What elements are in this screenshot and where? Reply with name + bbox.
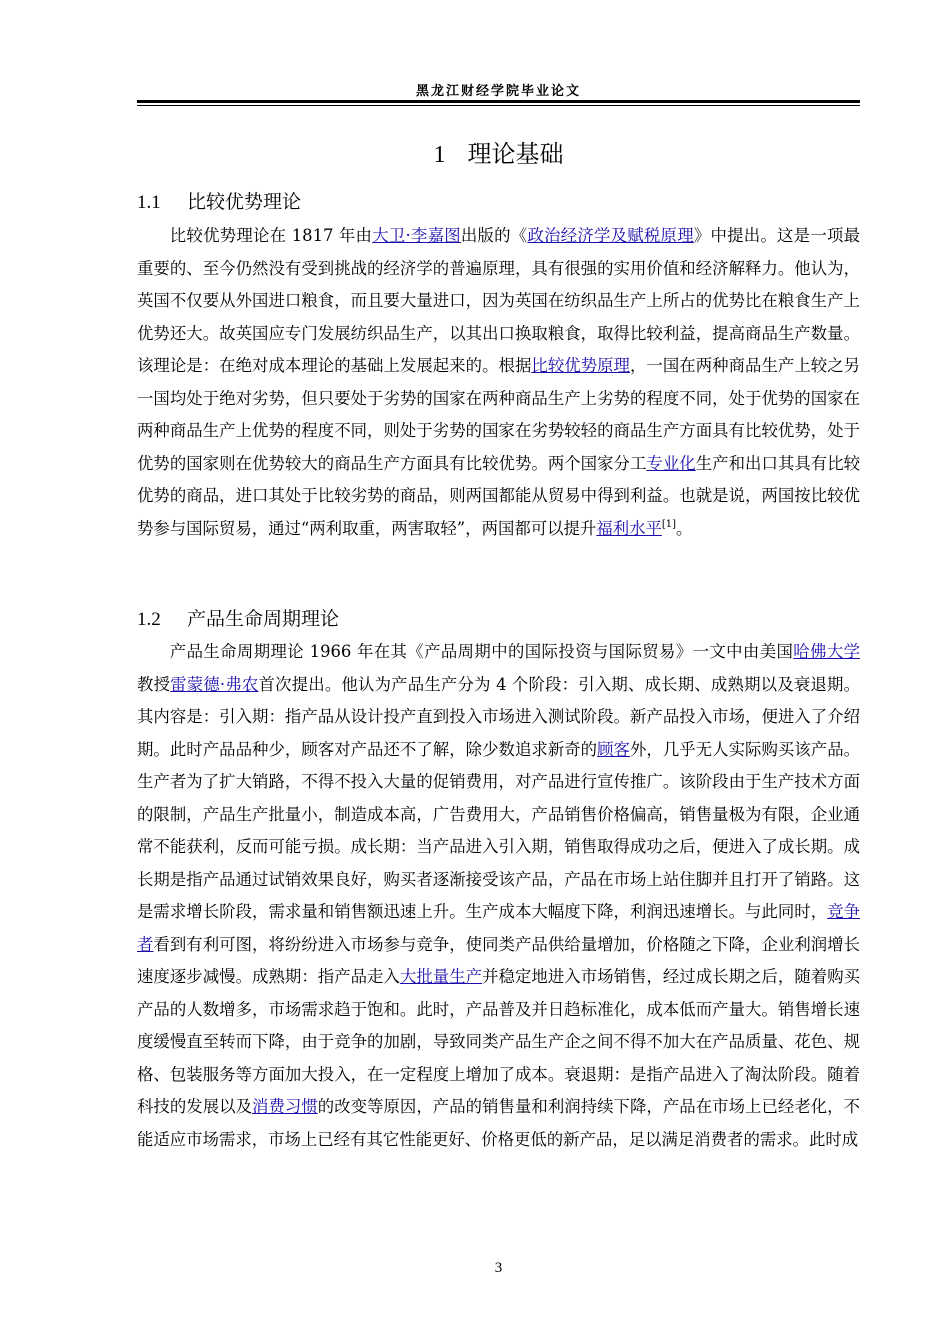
text-run: 比较优势理论在 1817 年由 <box>169 226 373 245</box>
text-run: 。 <box>676 518 693 538</box>
chapter-title <box>137 134 860 169</box>
text-run: ，一国在两种商品生产上较之另一国均处于绝对劣势，但只要处于劣势的国家在两种商品生产上劣势的程度不同，处于优势的国家在两种商品生产上优势的程度不同，则处于劣势的国家在劣势较轻的商品生产方面具有比较优势，处于优势的国家则在优势较大的商品生产方面具有比较优势。两个国家分工 <box>137 356 861 473</box>
text-run: 的改变等原因，产品的销售量和利润持续下降，产品在市场上已经老化，不能适应市场需求，市场上已经有其它性能更好、价格更低的新产品，足以满足消费者的需求。此时成 <box>137 1097 861 1149</box>
link-mass-production[interactable]: 大批量生产 <box>399 967 483 986</box>
text-run: 首次提出。他认为产品生产分为 4 个阶段：引入期、成长期、成熟期以及衰退期。其内容是：引入期：指产品从设计投产直到投入市场进入测试阶段。新产品投入市场，便进入了介绍期。此时产品品种少，顾客对产品还不了解，除少数追求新奇的 <box>137 674 860 759</box>
link-comparative-advantage-principle[interactable]: 比较优势原理 <box>531 356 630 375</box>
chapter-number: 1 <box>433 142 446 168</box>
text-run: 看到有利可图，将纷纷进入市场参与竞争，使同类产品供给量增加，价格随之下降，企业利润增长速度逐步减慢。成熟期：指产品走入 <box>137 934 861 986</box>
link-competitor[interactable]: 竞争者 <box>137 902 861 954</box>
citation-marker[interactable]: [1] <box>661 518 677 530</box>
header-rule-thick <box>137 100 860 103</box>
paragraph-product-life-cycle <box>137 636 860 1156</box>
link-raymond-vernon[interactable]: 雷蒙德·弗农 <box>170 674 259 694</box>
link-principles-political-economy[interactable]: 政治经济学及赋税原理 <box>527 226 694 245</box>
chapter-title-text: 理论基础 <box>467 140 564 168</box>
link-consumption-habits[interactable]: 消费习惯 <box>252 1097 318 1116</box>
section-title-text: 产品生命周期理论 <box>187 608 340 630</box>
page-number: 3 <box>494 1260 503 1276</box>
section-heading-1-2 <box>137 604 860 631</box>
section-number: 1.2 <box>137 609 161 630</box>
text-run: 生产和出口其具有比较优势的商品，进口其处于比较劣势的商品，则两国都能从贸易中得到利益。也就是说，两国按比较优势参与国际贸易，通过“两利取重，两害取轻”，两国都可以提升 <box>137 453 861 538</box>
paragraph-comparative-advantage <box>137 220 860 545</box>
running-header: 黑龙江财经学院毕业论文 <box>415 84 581 99</box>
link-david-ricardo[interactable]: 大卫·李嘉图 <box>372 226 461 245</box>
text-run: 并稳定地进入市场销售，经过成长期之后，随着购买产品的人数增多，市场需求趋于饱和。此时，产品普及并日趋标准化，成本低而产量大。销售增长速度缓慢直至转而下降，由于竞争的加剧，导致同类产品生产企之间不得不加大在产品质量、花色、规格、包装服务等方面加大投入，在一定程度上增加了成本。衰退期：是指产品进入了淘汰阶段。随着科技的发展以及 <box>137 967 861 1116</box>
link-welfare-level[interactable]: 福利水平 <box>596 518 662 538</box>
link-specialization[interactable]: 专业化 <box>646 453 696 473</box>
text-run: 出版的《 <box>460 226 528 245</box>
section-number: 1.1 <box>137 192 161 213</box>
header-rule-thin <box>137 105 860 106</box>
link-harvard-university[interactable]: 哈佛大学 <box>793 642 860 661</box>
text-run: 教授 <box>137 674 171 694</box>
section-title-text: 比较优势理论 <box>187 191 302 213</box>
link-customer[interactable]: 顾客 <box>597 739 630 759</box>
text-run: 产品生命周期理论 1966 年在其《产品周期中的国际投资与国际贸易》一文中由美国 <box>169 642 794 661</box>
section-heading-1-1 <box>137 187 860 214</box>
text-run: 》中提出。这是一项最重要的、至今仍然没有受到挑战的经济学的普遍原理，具有很强的实用价值和经济解释力。他认为，英国不仅要从外国进口粮食，而且要大量进口，因为英国在纺织品生产上所占的优势比在粮食生产上优势还大。故英国应专门发展纺织品生产，以其出口换取粮食，取得比较利益，提高商品生产数量。该理论是：在绝对成本理论的基础上发展起来的。根据 <box>137 226 860 375</box>
text-run: 外，几乎无人实际购买该产品。生产者为了扩大销路，不得不投入大量的促销费用，对产品进行宣传推广。该阶段由于生产技术方面的限制，产品生产批量小，制造成本高，广告费用大，产品销售价格偏高，销售量极为有限，企业通常不能获利，反而可能亏损。成长期：当产品进入引入期，销售取得成功之后，便进入了成长期。成长期是指产品通过试销效果良好，购买者逐渐接受该产品，产品在市场上站住脚并且打开了销路。这是需求增长阶段，需求量和销售额迅速上升。生产成本大幅度下降，利润迅速增长。与此同时， <box>137 739 861 921</box>
